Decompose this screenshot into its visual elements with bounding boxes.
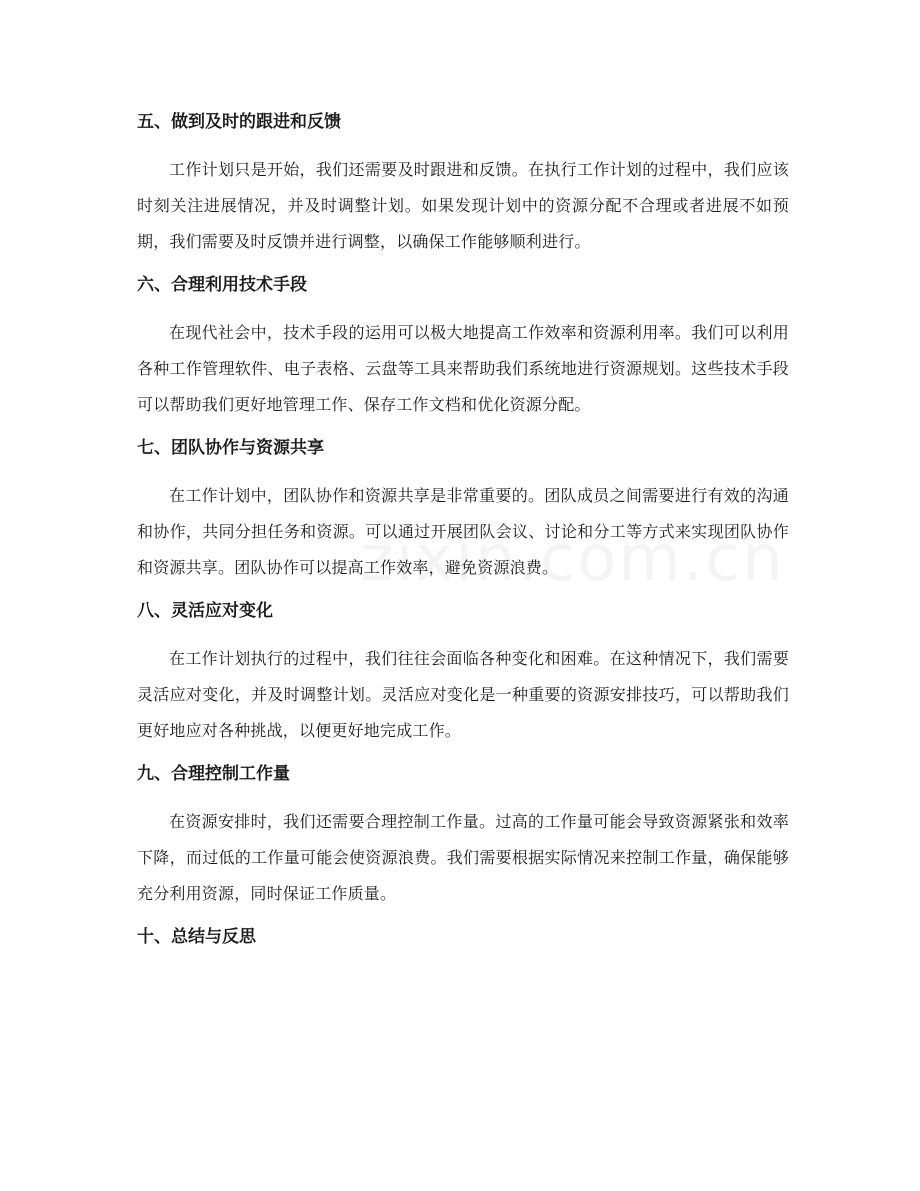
document-content [137, 106, 789, 967]
section-8 [137, 595, 789, 749]
section-7 [137, 432, 789, 586]
section-10 [137, 921, 789, 953]
section-heading: 十、总结与反思 [137, 927, 256, 947]
section-paragraph: 工作计划只是开始，我们还需要及时跟进和反馈。在执行工作计划的过程中，我们应该时刻关注进展情况，并及时调整计划。如果发现计划中的资源分配不合理或者进展不如预期，我们需要及时反馈并进行调整，以确保工作能够顺利进行。 [137, 160, 789, 251]
section-paragraph: 在工作计划执行的过程中，我们往往会面临各种变化和困难。在这种情况下，我们需要灵活应对变化，并及时调整计划。灵活应对变化是一种重要的资源安排技巧，可以帮助我们更好地应对各种挑战，以便更好地完成工作。 [137, 649, 789, 740]
section-heading: 七、团队协作与资源共享 [137, 438, 324, 458]
section-paragraph: 在资源安排时，我们还需要合理控制工作量。过高的工作量可能会导致资源紧张和效率下降，而过低的工作量可能会使资源浪费。我们需要根据实际情况来控制工作量，确保能够充分利用资源，同时保证工作质量。 [137, 812, 789, 903]
section-paragraph: 在工作计划中，团队协作和资源共享是非常重要的。团队成员之间需要进行有效的沟通和协作，共同分担任务和资源。可以通过开展团队会议、讨论和分工等方式来实现团队协作和资源共享。团队协作可以提高工作效率，避免资源浪费。 [137, 486, 789, 577]
section-heading: 六、合理利用技术手段 [137, 275, 307, 295]
section-9 [137, 758, 789, 912]
section-5 [137, 106, 789, 260]
section-heading: 五、做到及时的跟进和反馈 [137, 112, 341, 132]
section-6 [137, 269, 789, 423]
section-paragraph: 在现代社会中，技术手段的运用可以极大地提高工作效率和资源利用率。我们可以利用各种工作管理软件、电子表格、云盘等工具来帮助我们系统地进行资源规划。这些技术手段可以帮助我们更好地管理工作、保存工作文档和优化资源分配。 [137, 323, 789, 414]
section-heading: 九、合理控制工作量 [137, 764, 290, 784]
section-heading: 八、灵活应对变化 [137, 601, 273, 621]
